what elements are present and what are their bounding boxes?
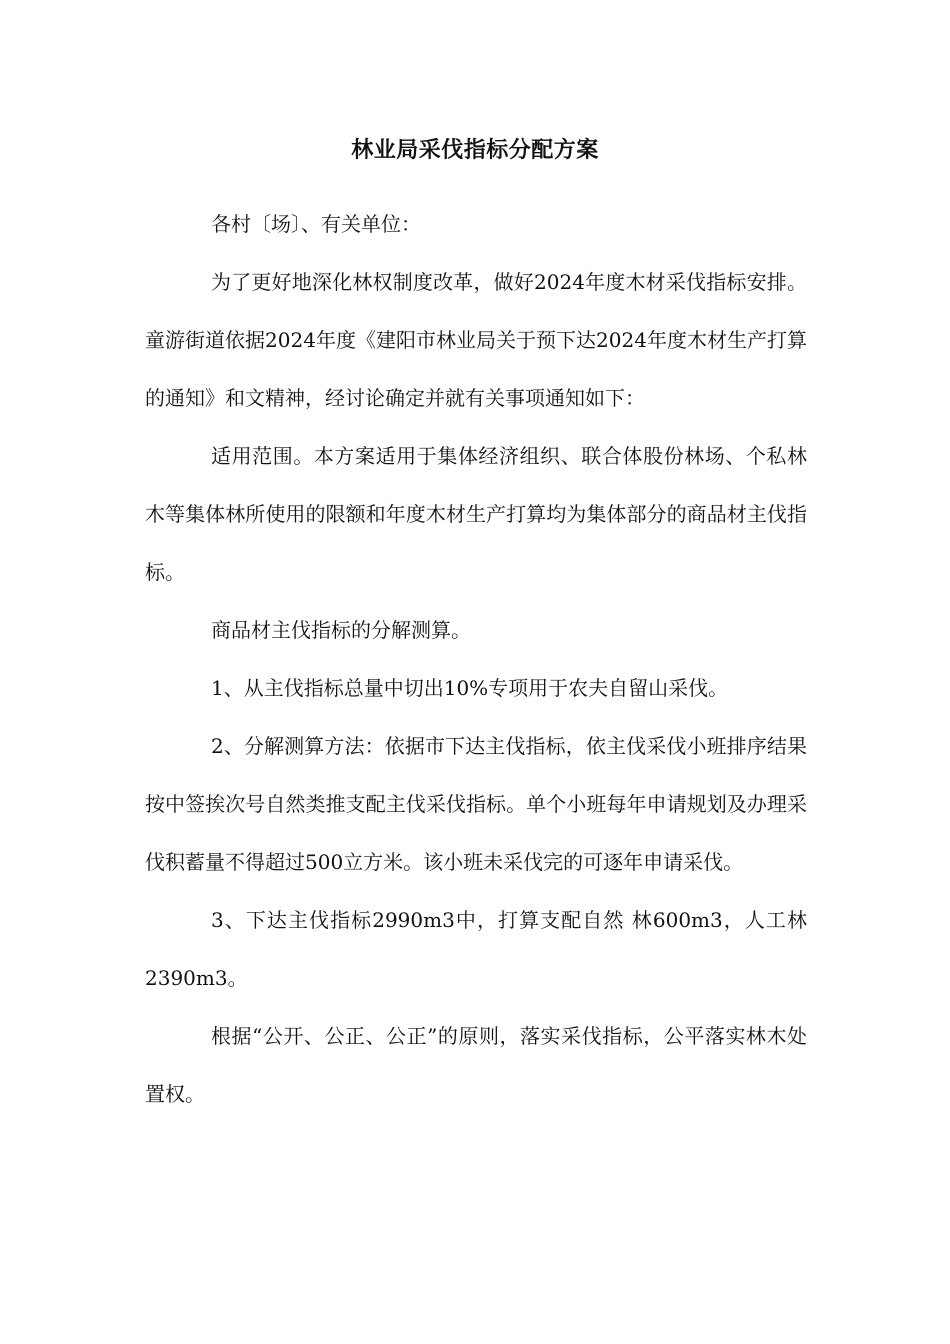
item-1-paragraph: 1、从主伐指标总量中切出10%专项用于农夫自留山采伐。 — [211, 676, 729, 700]
item-3-paragraph: 3、下达主伐指标2990m3中，打算支配自然 林600m3，人工林2390m3。 — [145, 908, 807, 990]
intro-paragraph: 为了更好地深化林权制度改革，做好2024年度木材采伐指标安排。童游街道依据2024年度《建阳市林业局关于预下达2024年度木材生产打算的通知》和文精神，经讨论确定并就有关事项通知如下： — [145, 270, 807, 410]
item-2-paragraph: 2、分解测算方法：依据市下达主伐指标，依主伐采伐小班排序结果按中签挨次号自然类推支配主伐采伐指标。单个小班每年申请规划及办理采伐积蓄量不得超过500立方米。该小班未采伐完的可逐年申请采伐。 — [145, 734, 807, 874]
document-body — [145, 195, 807, 1123]
section-heading-paragraph: 商品材主伐指标的分解测算。 — [211, 618, 471, 642]
principle-paragraph: 根据“公开、公正、公正”的原则，落实采伐指标，公平落实林木处置权。 — [145, 1024, 807, 1106]
document-title: 林业局采伐指标分配方案 — [351, 138, 599, 163]
salutation-paragraph: 各村〔场〕、有关单位： — [211, 212, 421, 236]
scope-paragraph: 适用范围。本方案适用于集体经济组织、联合体股份林场、个私林木等集体林所使用的限额和年度木材生产打算均为集体部分的商品材主伐指标。 — [145, 444, 807, 584]
